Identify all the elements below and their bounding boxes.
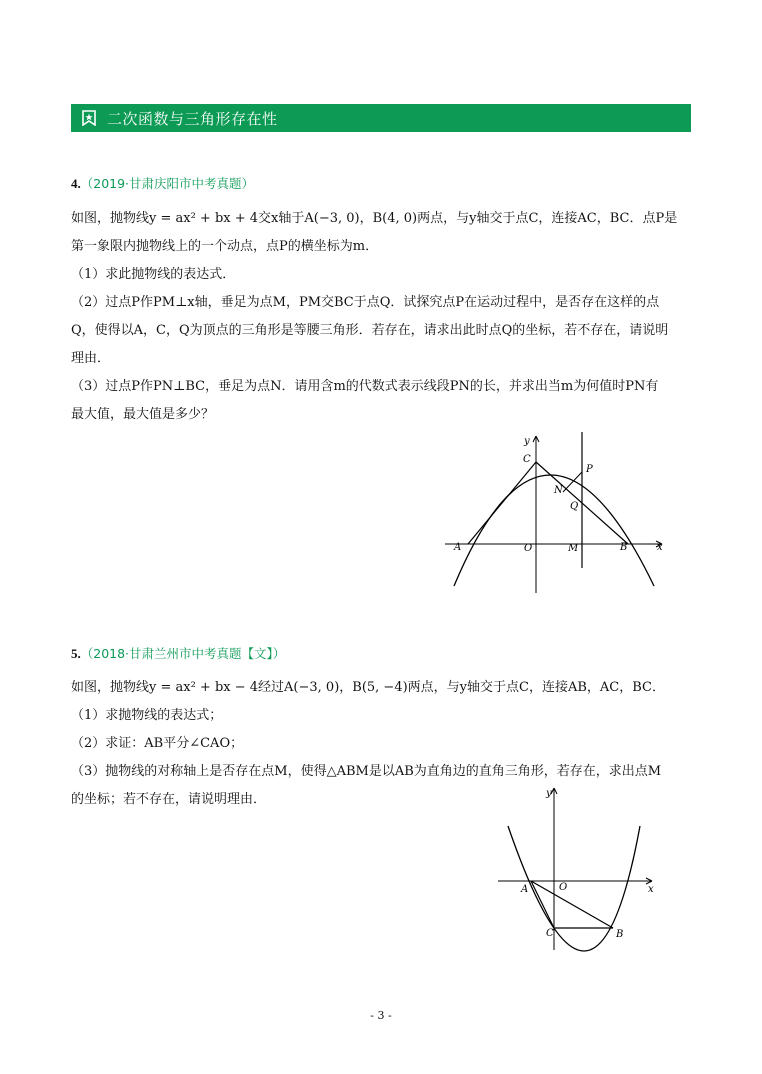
problem-4-line-5: Q，使得以A，C，Q为顶点的三角形是等腰三角形．若存在，请求出此时点Q的坐标，若不存在，请说明	[71, 323, 669, 338]
label-x: x	[648, 884, 654, 895]
problem-4-header	[71, 174, 254, 192]
label-y: y	[546, 788, 552, 799]
page-number: - 3 -	[370, 1009, 392, 1022]
problem-5-figure	[490, 780, 665, 955]
label-Q: Q	[570, 501, 579, 512]
problem-source: （2019·甘肃庆阳市中考真题）	[80, 176, 255, 191]
problem-4-line-2: 第一象限内抛物线上的一个动点，点P的横坐标为m．	[71, 239, 379, 254]
problem-4-figure	[430, 428, 680, 598]
label-A: A	[454, 542, 462, 553]
problem-5-line-3: （2）求证：AB平分∠CAO；	[71, 736, 244, 751]
label-x: x	[657, 542, 663, 553]
label-A: A	[521, 884, 529, 895]
problem-5-line-5: 的坐标；若不存在，请说明理由．	[71, 792, 267, 807]
label-B: B	[620, 542, 628, 553]
label-C: C	[523, 454, 531, 465]
label-O: O	[559, 882, 568, 893]
section-title: 二次函数与三角形存在性	[107, 109, 278, 128]
label-O: O	[524, 543, 533, 554]
problem-5-line-1: 如图，抛物线y = ax² + bx − 4经过A(−3, 0)，B(5, −4)两点，与y轴交于点C，连接AB，AC，BC．	[71, 680, 665, 695]
problem-4-line-4: （2）过点P作PM⊥x轴，垂足为点M，PM交BC于点Q．试探究点P在运动过程中，是否存在这样的点	[71, 295, 660, 310]
section-banner	[71, 104, 691, 132]
problem-number: 5.	[71, 646, 81, 661]
label-y: y	[524, 436, 530, 447]
problem-4-line-8: 最大值，最大值是多少？	[71, 407, 215, 422]
problem-number: 4.	[71, 176, 81, 191]
problem-4-line-1: 如图，抛物线y = ax² + bx + 4交x轴于A(−3, 0)，B(4, 0)两点，与y轴交于点C，连接AC，BC．点P是	[71, 211, 678, 226]
problem-4-line-6: 理由．	[71, 351, 111, 366]
label-B: B	[616, 929, 624, 940]
label-P: P	[586, 464, 593, 475]
problem-4-line-3: （1）求此抛物线的表达式．	[71, 267, 236, 282]
bookmark-star-icon	[81, 110, 97, 126]
label-N: N	[554, 485, 563, 496]
problem-5-line-2: （1）求抛物线的表达式；	[71, 708, 223, 723]
problem-4-line-7: （3）过点P作PN⊥BC，垂足为点N．请用含m的代数式表示线段PN的长，并求出当m为何值时PN有	[71, 379, 659, 394]
problem-5-header	[71, 644, 285, 662]
label-C: C	[546, 928, 554, 939]
problem-source: （2018·甘肃兰州市中考真题【文】）	[80, 646, 286, 661]
label-M: M	[568, 543, 579, 554]
problem-5-line-4: （3）抛物线的对称轴上是否存在点M，使得△ABM是以AB为直角边的直角三角形，若存在，求出点M	[71, 764, 662, 779]
